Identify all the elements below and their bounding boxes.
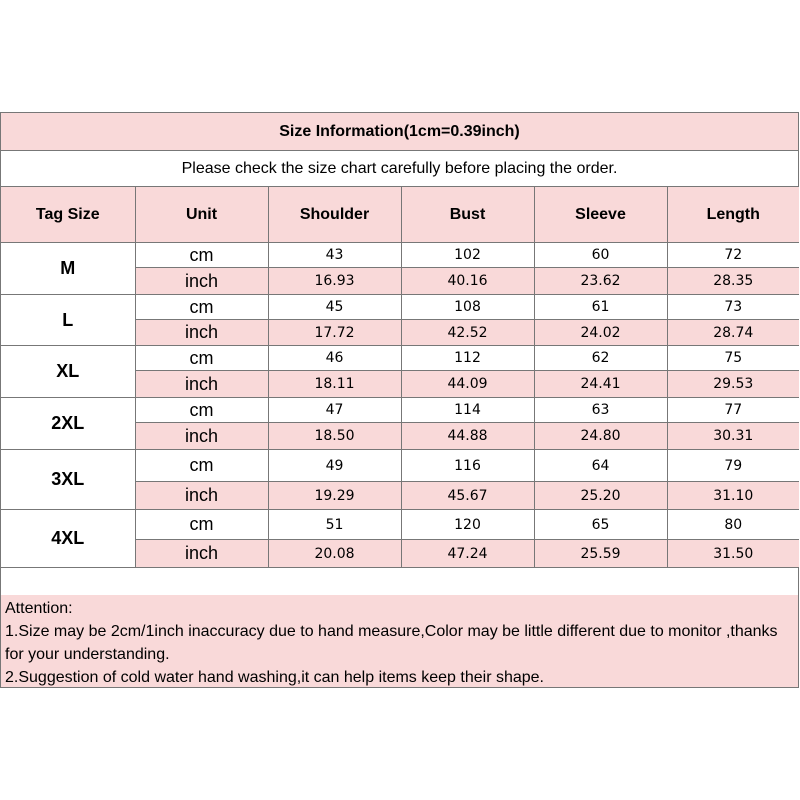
notes-heading: Attention: bbox=[5, 600, 73, 617]
notes-line-1: 1.Size may be 2cm/1inch inaccuracy due to hand measure,Color may be little different due to monitor ,thanks for your understanding. bbox=[5, 623, 778, 663]
shoulder-value: 51 bbox=[268, 510, 401, 540]
unit-cell: cm bbox=[135, 346, 268, 371]
size-tag: 2XL bbox=[1, 398, 135, 450]
attention-notes bbox=[1, 595, 798, 687]
sleeve-value: 62 bbox=[534, 346, 667, 371]
bust-value: 40.16 bbox=[401, 268, 534, 295]
sleeve-value: 23.62 bbox=[534, 268, 667, 295]
length-value: 29.53 bbox=[667, 371, 799, 398]
sleeve-value: 64 bbox=[534, 450, 667, 482]
shoulder-value: 19.29 bbox=[268, 482, 401, 510]
bust-value: 47.24 bbox=[401, 540, 534, 568]
unit-cell: inch bbox=[135, 482, 268, 510]
size-tag: L bbox=[1, 295, 135, 346]
header-tag-size: Tag Size bbox=[1, 187, 135, 243]
bust-value: 120 bbox=[401, 510, 534, 540]
bust-value: 44.88 bbox=[401, 423, 534, 450]
size-tag: M bbox=[1, 243, 135, 295]
header-length: Length bbox=[667, 187, 799, 243]
unit-cell: cm bbox=[135, 510, 268, 540]
header-shoulder: Shoulder bbox=[268, 187, 401, 243]
bust-value: 45.67 bbox=[401, 482, 534, 510]
size-table bbox=[1, 187, 799, 568]
chart-subtitle: Please check the size chart carefully before placing the order. bbox=[1, 151, 798, 187]
unit-cell: inch bbox=[135, 371, 268, 398]
length-value: 80 bbox=[667, 510, 799, 540]
shoulder-value: 18.11 bbox=[268, 371, 401, 398]
unit-cell: cm bbox=[135, 295, 268, 320]
shoulder-value: 43 bbox=[268, 243, 401, 268]
size-tag: 4XL bbox=[1, 510, 135, 568]
unit-cell: cm bbox=[135, 398, 268, 423]
length-value: 75 bbox=[667, 346, 799, 371]
sleeve-value: 24.80 bbox=[534, 423, 667, 450]
bust-value: 108 bbox=[401, 295, 534, 320]
sleeve-value: 24.02 bbox=[534, 320, 667, 346]
unit-cell: inch bbox=[135, 268, 268, 295]
sleeve-value: 25.20 bbox=[534, 482, 667, 510]
bust-value: 102 bbox=[401, 243, 534, 268]
sleeve-value: 24.41 bbox=[534, 371, 667, 398]
length-value: 31.50 bbox=[667, 540, 799, 568]
unit-cell: inch bbox=[135, 423, 268, 450]
chart-title: Size Information(1cm=0.39inch) bbox=[1, 113, 798, 151]
unit-cell: inch bbox=[135, 320, 268, 346]
table-row bbox=[1, 346, 799, 371]
header-sleeve: Sleeve bbox=[534, 187, 667, 243]
length-value: 28.74 bbox=[667, 320, 799, 346]
unit-cell: cm bbox=[135, 450, 268, 482]
shoulder-value: 46 bbox=[268, 346, 401, 371]
sleeve-value: 65 bbox=[534, 510, 667, 540]
length-value: 30.31 bbox=[667, 423, 799, 450]
bust-value: 116 bbox=[401, 450, 534, 482]
shoulder-value: 47 bbox=[268, 398, 401, 423]
table-row bbox=[1, 243, 799, 268]
size-chart bbox=[0, 112, 799, 688]
shoulder-value: 16.93 bbox=[268, 268, 401, 295]
table-row bbox=[1, 450, 799, 482]
sleeve-value: 61 bbox=[534, 295, 667, 320]
length-value: 28.35 bbox=[667, 268, 799, 295]
length-value: 31.10 bbox=[667, 482, 799, 510]
shoulder-value: 18.50 bbox=[268, 423, 401, 450]
notes-line-2: 2.Suggestion of cold water hand washing,it can help items keep their shape. bbox=[5, 669, 544, 686]
unit-cell: inch bbox=[135, 540, 268, 568]
unit-cell: cm bbox=[135, 243, 268, 268]
header-bust: Bust bbox=[401, 187, 534, 243]
bust-value: 44.09 bbox=[401, 371, 534, 398]
shoulder-value: 45 bbox=[268, 295, 401, 320]
bust-value: 114 bbox=[401, 398, 534, 423]
size-tag: XL bbox=[1, 346, 135, 398]
bust-value: 112 bbox=[401, 346, 534, 371]
sleeve-value: 60 bbox=[534, 243, 667, 268]
sleeve-value: 25.59 bbox=[534, 540, 667, 568]
bust-value: 42.52 bbox=[401, 320, 534, 346]
shoulder-value: 17.72 bbox=[268, 320, 401, 346]
shoulder-value: 20.08 bbox=[268, 540, 401, 568]
table-row bbox=[1, 398, 799, 423]
length-value: 72 bbox=[667, 243, 799, 268]
table-row bbox=[1, 510, 799, 540]
header-unit: Unit bbox=[135, 187, 268, 243]
table-row bbox=[1, 295, 799, 320]
sleeve-value: 63 bbox=[534, 398, 667, 423]
length-value: 73 bbox=[667, 295, 799, 320]
table-header-row bbox=[1, 187, 799, 243]
size-tag: 3XL bbox=[1, 450, 135, 510]
shoulder-value: 49 bbox=[268, 450, 401, 482]
length-value: 79 bbox=[667, 450, 799, 482]
length-value: 77 bbox=[667, 398, 799, 423]
